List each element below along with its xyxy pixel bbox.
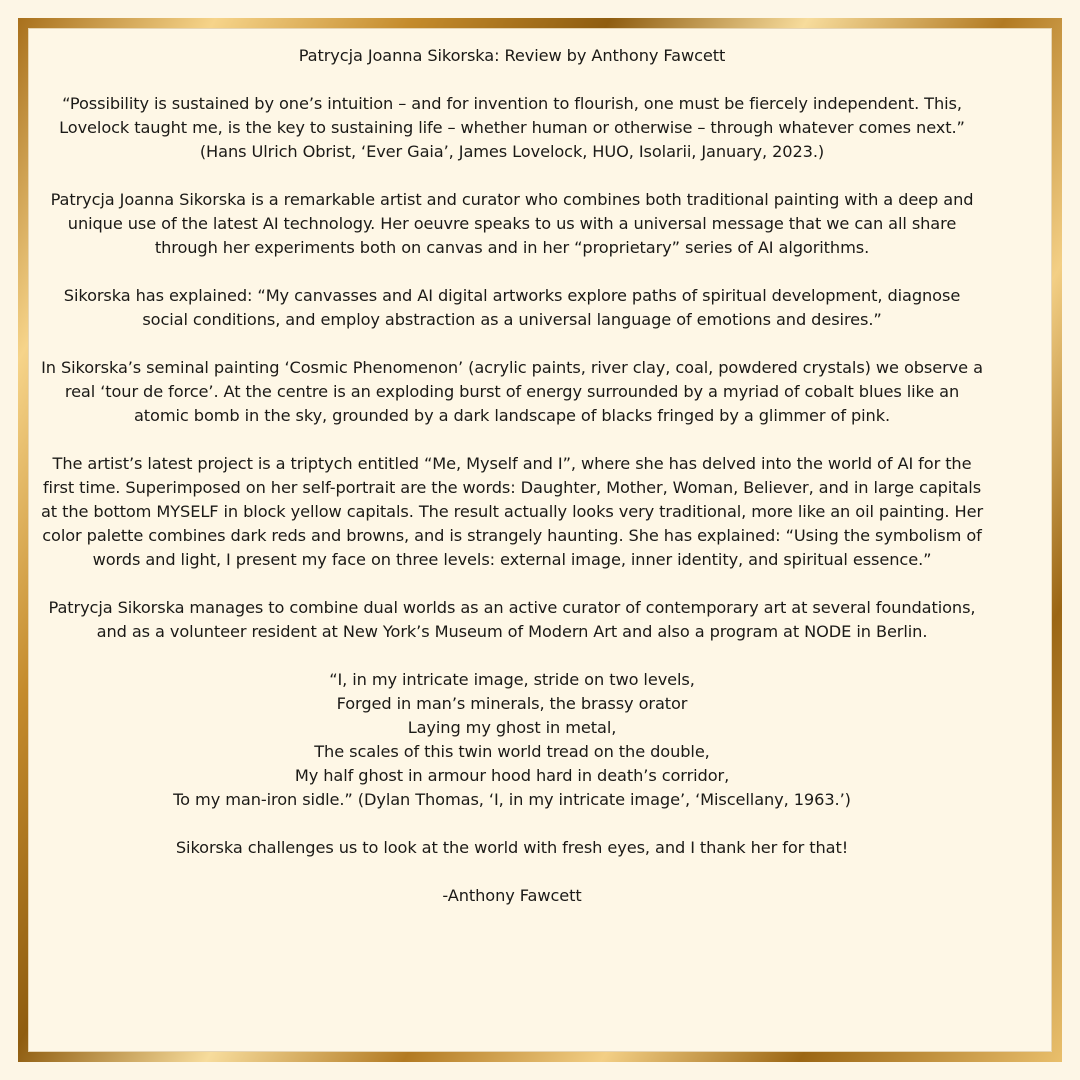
signature: -Anthony Fawcett [442,886,582,905]
poem-line: To my man-iron sidle.” (Dylan Thomas, ‘I, in my intricate image’, ‘Miscellany, 1963.’) [173,790,851,809]
poem-line: “I, in my intricate image, stride on two levels, [329,670,695,689]
paragraph-artist-statement: Sikorska has explained: “My canvasses and AI digital artworks explore paths of spiritual development, diagnose social conditions, and employ abstraction as a universal language of emotions and desires.” [63,286,961,329]
poem-line: Forged in man’s minerals, the brassy orator [336,694,688,713]
closing-sentence: Sikorska challenges us to look at the world with fresh eyes, and I thank her for that! [175,838,849,857]
paragraph-triptych: The artist’s latest project is a triptych entitled “Me, Myself and I”, where she has delved into the world of AI for the first time. Superimposed on her self-portrait are the words: Daughter, Mother, Woman, Believer, and in large capitals at the bottom MYSELF in block yellow capitals. The result actually looks very traditional, more like an oil painting. Her color palette combines dark reds and browns, and is strangely haunting. She has explained: “Using the symbolism of words and light, I present my face on three levels: external image, inner identity, and spiritual essence.” [40,454,984,569]
poem-line: The scales of this twin world tread on the double, [314,742,710,761]
poem-quote [40,668,984,812]
paragraph-cosmic-phenomenon: In Sikorska’s seminal painting ‘Cosmic Phenomenon’ (acrylic paints, river clay, coal, powdered crystals) we observe a real ‘tour de force’. At the centre is an exploding burst of energy surrounded by a myriad of cobalt blues like an atomic bomb in the sky, grounded by a dark landscape of blacks fringed by a glimmer of pink. [41,358,983,425]
paragraph-curator: Patrycja Sikorska manages to combine dual worlds as an active curator of contemporary art at several foundations, and as a volunteer resident at New York’s Museum of Modern Art and also a program at NODE in Berlin. [48,598,976,641]
poem-line: Laying my ghost in metal, [407,718,617,737]
paragraph-introduction: Patrycja Joanna Sikorska is a remarkable artist and curator who combines both traditional painting with a deep and unique use of the latest AI technology. Her oeuvre speaks to us with a universal message that we can all share through her experiments both on canvas and in her “proprietary” series of AI algorithms. [50,190,974,257]
paragraph-obrist-quote: “Possibility is sustained by one’s intuition – and for invention to flourish, one must be fiercely independent. This, Lovelock taught me, is the key to sustaining life – whether human or otherwise – through whatever comes next.” (Hans Ulrich Obrist, ‘Ever Gaia’, James Lovelock, HUO, Isolarii, January, 2023.) [59,94,965,161]
page-title: Patrycja Joanna Sikorska: Review by Anthony Fawcett [298,46,726,65]
poem-line: My half ghost in armour hood hard in death’s corridor, [294,766,730,785]
review-text [40,44,984,932]
